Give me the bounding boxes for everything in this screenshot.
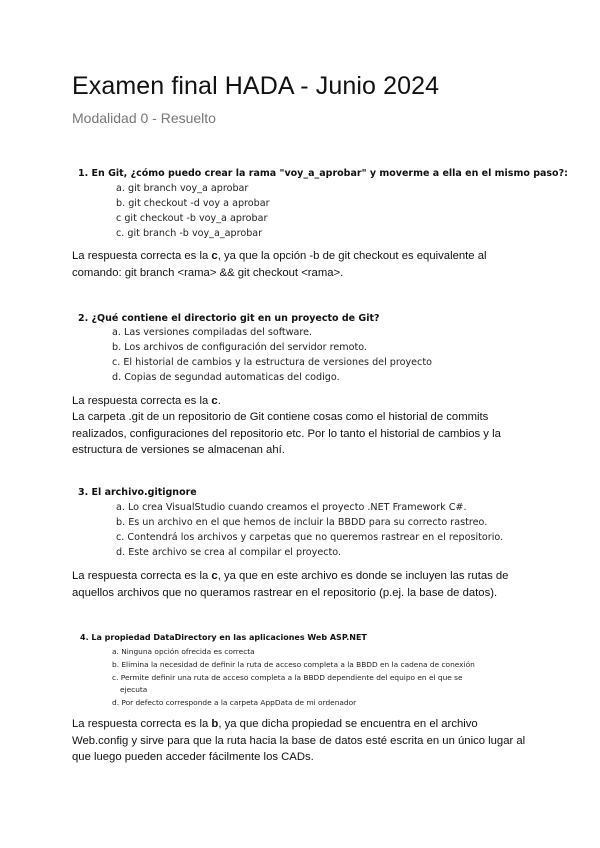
page-title: Examen final HADA - Junio 2024: [72, 72, 440, 100]
answer-letter: c: [211, 395, 218, 407]
question-4-option-c: c. Permite definir una ruta de acceso completa a la BBDD dependiente del equipo en el que se: [112, 673, 463, 682]
question-2-option-c: c. El historial de cambios y la estructura de versiones del proyecto: [112, 357, 432, 368]
question-1-option-d: c. git branch -b voy_a_aprobar: [116, 228, 263, 239]
answer-explanation: , ya que en este archivo es donde se incluyen las rutas de aquellos archivos que no queramos rastrear en el repositorio (p.ej. la base de datos).: [72, 570, 509, 599]
answer-prefix: La respuesta correcta es la: [72, 395, 212, 407]
question-1-option-b: b. git checkout -d voy a aprobar: [116, 198, 270, 209]
question-3-option-b: b. Es un archivo en el que hemos de incluir la BBDD para su correcto rastreo.: [116, 517, 488, 528]
question-2-text: 2. ¿Qué contiene el directorio git en un proyecto de Git?: [78, 313, 380, 324]
answer-letter: b: [211, 718, 219, 730]
answer-explanation: , ya que dicha propiedad se encuentra en el archivo Web.config y sirve para que la ruta hacia la base de datos esté escrita en un único lugar al que luego pueden acceder fácilmente los CADs.: [72, 718, 526, 763]
question-1-text: 1. En Git, ¿cómo puedo crear la rama "voy_a_aprobar" y moverme a ella en el mismo paso?:: [78, 168, 568, 179]
question-3-option-d: d. Este archivo se crea al compilar el proyecto.: [116, 547, 342, 558]
answer-prefix: La respuesta correcta es la: [72, 570, 212, 582]
question-3-option-a: a. Lo crea VisualStudio cuando creamos el proyecto .NET Framework C#.: [116, 502, 467, 513]
question-2-answer: [72, 393, 532, 410]
page-subtitle: Modalidad 0 - Resuelto: [72, 110, 216, 126]
question-4-option-c-continued: ejecuta: [120, 685, 148, 694]
answer-suffix: .: [217, 395, 221, 407]
answer-prefix: La respuesta correcta es la: [72, 250, 212, 262]
question-3-text: 3. El archivo.gitignore: [78, 487, 197, 498]
question-1-option-c: c git checkout -b voy_a aprobar: [116, 213, 268, 224]
question-4-text: 4. La propiedad DataDirectory en las aplicaciones Web ASP.NET: [80, 633, 367, 642]
question-3-answer: [72, 568, 532, 601]
question-3-option-c: c. Contendrá los archivos y carpetas que no queremos rastrear en el repositorio.: [116, 532, 504, 543]
question-4-answer: [72, 716, 532, 766]
question-2-option-b: b. Los archivos de configuración del servidor remoto.: [112, 342, 367, 353]
answer-letter: c: [211, 250, 218, 262]
answer-explanation: , ya que la opción -b de git checkout es equivalente al comando: git branch <rama> && git checkout <rama>.: [72, 250, 487, 279]
question-1-option-a: a. git branch voy_a aprobar: [116, 183, 249, 194]
question-2-explanation: La carpeta .git de un repositorio de Git contiene cosas como el historial de commits realizados, configuraciones del repositorio etc. Por lo tanto el historial de cambios y la estructura de versiones se almacenan ahí.: [72, 411, 501, 456]
answer-letter: c: [211, 570, 218, 582]
question-1-answer: [72, 248, 532, 281]
question-2-option-a: a. Las versiones compiladas del software.: [112, 327, 313, 338]
question-4-option-b: b. Elimina la necesidad de definir la ruta de acceso completa a la BBDD en la cadena de conexión: [112, 660, 475, 669]
question-2-option-d: d. Copias de segundad automaticas del codigo.: [112, 372, 340, 383]
question-4-option-d: d. Por defecto corresponde a la carpeta AppData de mi ordenador: [112, 698, 357, 707]
answer-prefix: La respuesta correcta es la: [72, 718, 212, 730]
question-4-option-a: a. Ninguna opción ofrecida es correcta: [112, 647, 255, 656]
